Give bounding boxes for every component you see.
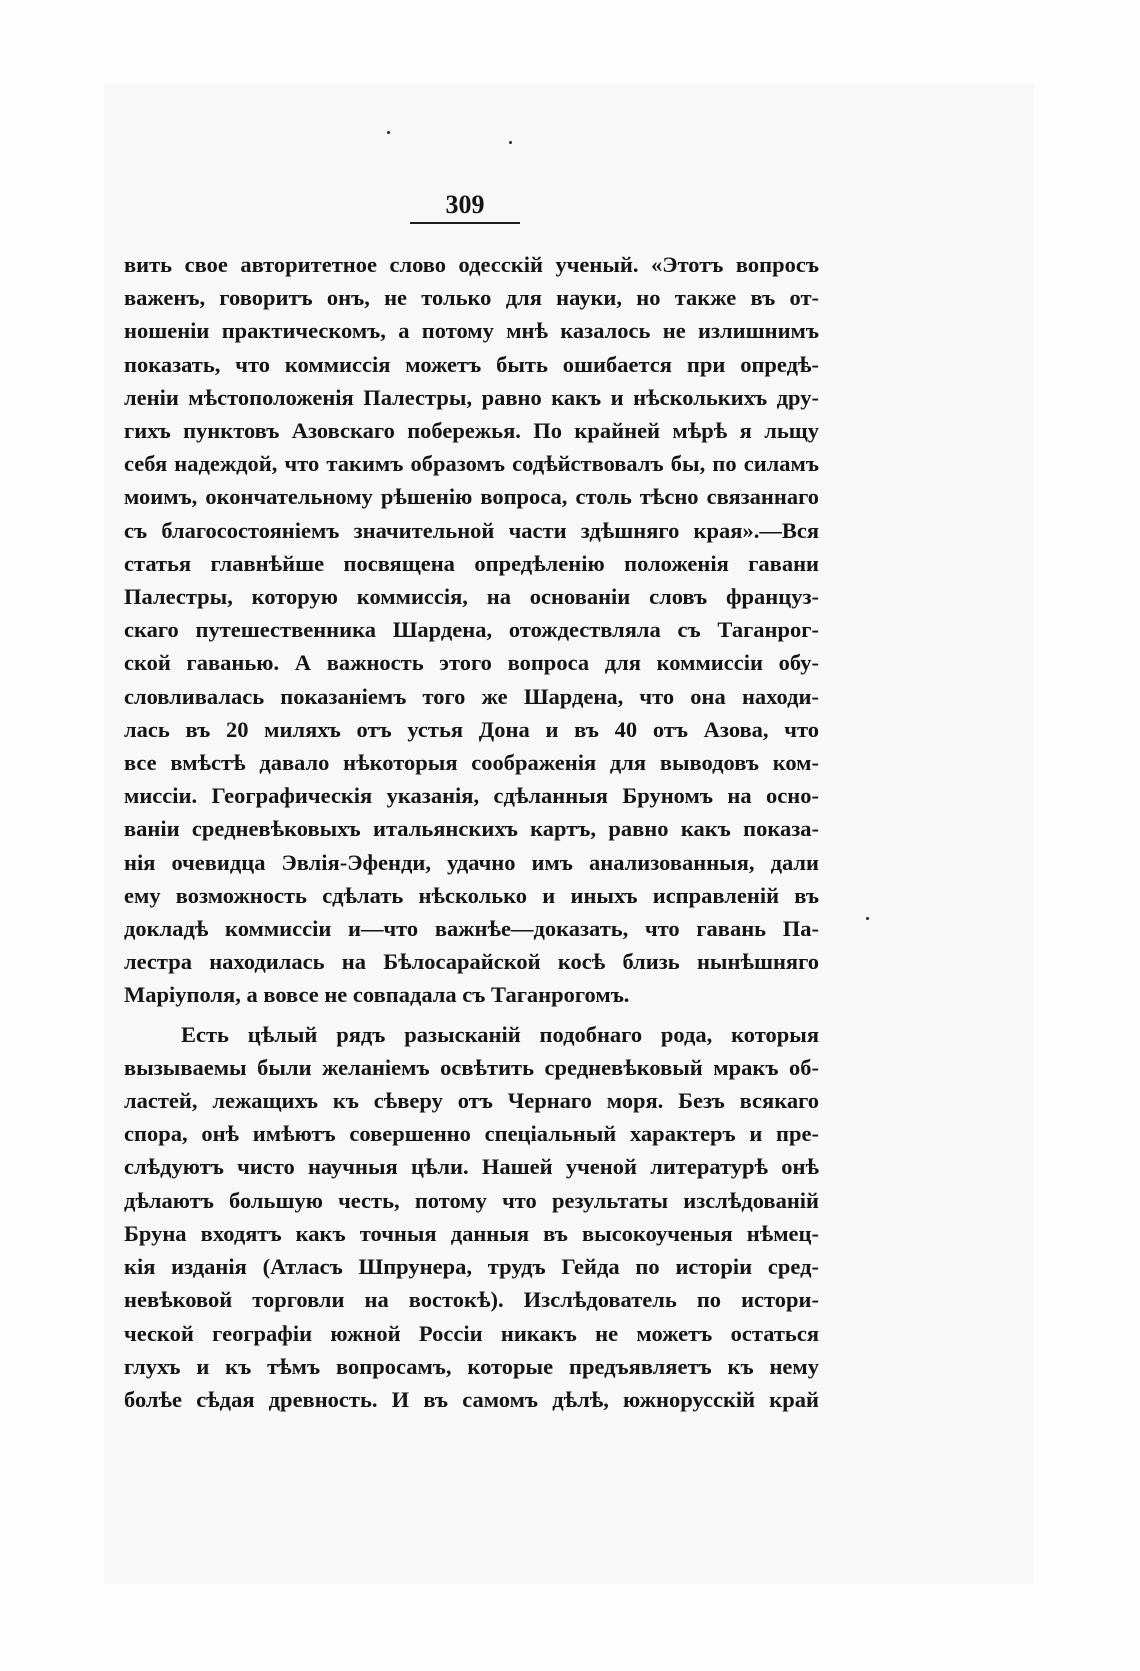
text-line: невѣковой торговли на востокѣ). Изслѣдователь по истори- xyxy=(124,1287,819,1313)
scan-speck xyxy=(866,917,869,920)
text-line: съ благосостояніемъ значительной части здѣшняго края».—Вся xyxy=(124,517,819,543)
text-line: дѣлаютъ большую честь, потому что результаты изслѣдованій xyxy=(124,1187,819,1213)
scan-speck xyxy=(509,141,512,144)
scan-speck xyxy=(387,131,390,134)
text-line: докладѣ коммиссіи и—что важнѣе—доказать, что гавань Па- xyxy=(124,916,819,942)
text-line: болѣе сѣдая древность. И въ самомъ дѣлѣ, южнорусскій край xyxy=(124,1386,819,1412)
text-line: ластей, лежащихъ къ сѣверу отъ Чернаго моря. Безъ всякаго xyxy=(124,1088,819,1114)
text-line: себя надеждой, что такимъ образомъ содѣйствовалъ бы, по силамъ xyxy=(124,451,819,477)
body-text xyxy=(124,248,819,1416)
text-line: вить свое авторитетное слово одесскій ученый. «Этотъ вопросъ xyxy=(124,252,819,277)
text-line: гихъ пунктовъ Азовскаго побережья. По крайней мѣрѣ я льщу xyxy=(124,418,819,444)
text-line: слѣдуютъ чисто научныя цѣли. Нашей ученой литературѣ онѣ xyxy=(124,1154,819,1180)
text-line: Бруна входятъ какъ точныя данныя въ высокоученыя нѣмец- xyxy=(124,1220,819,1246)
text-line: лась въ 20 миляхъ отъ устья Дона и въ 40 отъ Азова, что xyxy=(124,716,819,742)
text-line: глухъ и къ тѣмъ вопросамъ, которые предъявляетъ къ нему xyxy=(124,1353,819,1379)
text-line: статья главнѣйше посвящена опредѣленію положенія гавани xyxy=(124,550,819,576)
text-line: лестра находилась на Бѣлосарайской косѣ близь нынѣшняго xyxy=(124,949,819,975)
text-line: леніи мѣстоположенія Палестры, равно какъ и нѣсколькихъ дру- xyxy=(124,384,819,410)
page-number-rule xyxy=(410,222,520,224)
text-line: словливалась показаніемъ того же Шардена, что она находи- xyxy=(124,683,819,709)
text-line: показать, что коммиссія можетъ быть ошибается при опредѣ- xyxy=(124,351,819,377)
text-line: ваніи средневѣковыхъ итальянскихъ картъ, равно какъ показа- xyxy=(124,816,819,842)
paragraph-2 xyxy=(124,1018,819,1416)
text-line: нія очевидца Эвлія-Эфенди, удачно имъ анализованныя, дали xyxy=(124,849,819,875)
text-line: Палестры, которую коммиссія, на основаніи словъ француз- xyxy=(124,584,819,610)
text-line: скаго путешественника Шардена, отождествляла съ Таганрог- xyxy=(124,617,819,643)
paragraph-1 xyxy=(124,248,819,1012)
text-line: моимъ, окончательному рѣшенію вопроса, столь тѣсно связаннаго xyxy=(124,484,819,510)
text-line: все вмѣстѣ давало нѣкоторыя соображенія для выводовъ ком- xyxy=(124,750,819,776)
text-line: Маріуполя, а вовсе не совпадала съ Таганрогомъ. xyxy=(124,982,630,1008)
text-line: вызываемы были желаніемъ освѣтить средневѣковый мракъ об- xyxy=(124,1054,819,1080)
text-line: спора, онѣ имѣютъ совершенно спеціальный характеръ и пре- xyxy=(124,1121,819,1147)
text-line: миссіи. Географическія указанія, сдѣланныя Бруномъ на осно- xyxy=(124,783,819,809)
text-line: ему возможность сдѣлать нѣсколько и иныхъ исправленій въ xyxy=(124,882,819,908)
page-number: 309 xyxy=(445,190,485,219)
text-line: ческой географіи южной Россіи никакъ не можетъ остаться xyxy=(124,1320,819,1346)
text-line: кія изданія (Атласъ Шпрунера, трудъ Гейда по исторіи сред- xyxy=(124,1254,819,1280)
text-line: важенъ, говоритъ онъ, не только для науки, но также въ от- xyxy=(124,285,819,311)
text-line: ской гаванью. А важность этого вопроса для коммиссіи обу- xyxy=(124,650,819,676)
text-line: ношеніи практическомъ, а потому мнѣ казалось не излишнимъ xyxy=(124,318,819,344)
text-line: Есть цѣлый рядъ разысканій подобнаго рода, которыя xyxy=(181,1021,819,1047)
